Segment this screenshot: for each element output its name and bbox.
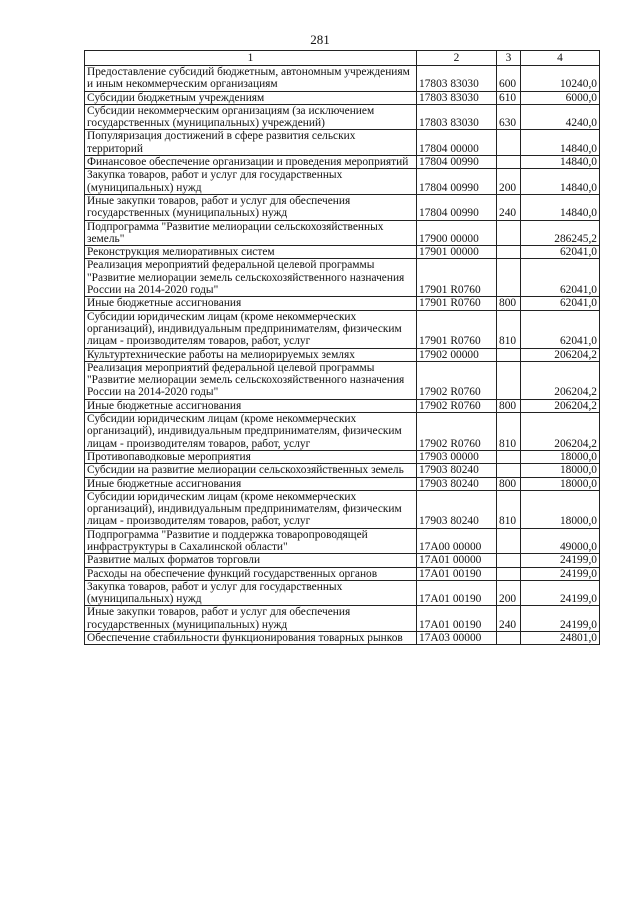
table-row [85, 297, 600, 310]
row-amount: 4240,0 [521, 104, 600, 130]
row-amount: 18000,0 [521, 464, 600, 477]
row-code: 17803 83030 [417, 91, 497, 104]
row-code: 17901 R0760 [417, 259, 497, 297]
row-code: 17А01 00190 [417, 606, 497, 632]
row-code: 17903 80240 [417, 464, 497, 477]
table-row [85, 104, 600, 130]
row-code: 17803 83030 [417, 66, 497, 92]
row-expense-type [497, 156, 521, 169]
row-expense-type: 800 [497, 399, 521, 412]
row-code: 17804 00990 [417, 156, 497, 169]
row-code: 17901 R0760 [417, 310, 497, 348]
row-name: Субсидии юридическим лицам (кроме некоммерческих организаций), индивидуальным предпринимателям, физическим лицам - производителям товаров, работ, услуг [85, 490, 417, 528]
row-name: Культуртехнические работы на мелиорируемых землях [85, 348, 417, 361]
row-expense-type: 800 [497, 297, 521, 310]
row-name: Реализация мероприятий федеральной целевой программы "Развитие мелиорации земель сельскохозяйственного назначения России на 2014-2020 годы" [85, 361, 417, 399]
row-name: Субсидии некоммерческим организациям (за исключением государственных (муниципальных) учреждений) [85, 104, 417, 130]
row-expense-type [497, 220, 521, 246]
row-name: Расходы на обеспечение функций государственных органов [85, 567, 417, 580]
table-row [85, 91, 600, 104]
row-amount: 62041,0 [521, 246, 600, 259]
row-name: Иные бюджетные ассигнования [85, 399, 417, 412]
row-code: 17А03 00000 [417, 632, 497, 645]
table-row [85, 130, 600, 156]
table-row [85, 259, 600, 297]
header-col-1: 1 [85, 51, 417, 66]
page-number: 281 [310, 32, 330, 47]
table-row [85, 450, 600, 463]
row-amount: 14840,0 [521, 169, 600, 195]
row-code: 17900 00000 [417, 220, 497, 246]
row-code: 17901 R0760 [417, 297, 497, 310]
table-row [85, 169, 600, 195]
budget-table [84, 50, 600, 645]
row-expense-type: 800 [497, 477, 521, 490]
row-amount: 24199,0 [521, 580, 600, 606]
row-code: 17804 00990 [417, 194, 497, 220]
row-expense-type [497, 246, 521, 259]
row-expense-type: 240 [497, 194, 521, 220]
table-row [85, 348, 600, 361]
table-row [85, 194, 600, 220]
row-expense-type: 240 [497, 606, 521, 632]
table-row [85, 66, 600, 92]
table-row [85, 361, 600, 399]
table-row [85, 567, 600, 580]
row-amount: 14840,0 [521, 130, 600, 156]
row-code: 17903 80240 [417, 490, 497, 528]
row-name: Закупка товаров, работ и услуг для государственных (муниципальных) нужд [85, 580, 417, 606]
row-name: Подпрограмма "Развитие и поддержка товаропроводящей инфраструктуры в Сахалинской области" [85, 528, 417, 554]
row-name: Иные бюджетные ассигнования [85, 477, 417, 490]
row-code: 17А01 00190 [417, 580, 497, 606]
row-amount: 206204,2 [521, 399, 600, 412]
row-amount: 6000,0 [521, 91, 600, 104]
row-expense-type [497, 632, 521, 645]
row-amount: 24801,0 [521, 632, 600, 645]
row-code: 17А01 00190 [417, 567, 497, 580]
row-amount: 18000,0 [521, 490, 600, 528]
row-expense-type: 200 [497, 169, 521, 195]
table-row [85, 399, 600, 412]
header-col-3: 3 [497, 51, 521, 66]
table-row [85, 632, 600, 645]
row-code: 17902 R0760 [417, 399, 497, 412]
row-amount: 24199,0 [521, 567, 600, 580]
row-name: Иные закупки товаров, работ и услуг для обеспечения государственных (муниципальных) нужд [85, 194, 417, 220]
row-expense-type [497, 567, 521, 580]
header-row [85, 51, 600, 66]
row-amount: 62041,0 [521, 297, 600, 310]
row-expense-type [497, 348, 521, 361]
row-name: Иные бюджетные ассигнования [85, 297, 417, 310]
table-row [85, 464, 600, 477]
table-row [85, 413, 600, 451]
row-name: Субсидии юридическим лицам (кроме некоммерческих организаций), индивидуальным предпринимателям, физическим лицам - производителям товаров, работ, услуг [85, 413, 417, 451]
row-name: Обеспечение стабильности функционирования товарных рынков [85, 632, 417, 645]
row-amount: 62041,0 [521, 310, 600, 348]
row-expense-type: 810 [497, 490, 521, 528]
row-expense-type [497, 554, 521, 567]
row-expense-type: 810 [497, 413, 521, 451]
row-expense-type [497, 528, 521, 554]
row-name: Предоставление субсидий бюджетным, автономным учреждениям и иным некоммерческим организациям [85, 66, 417, 92]
row-amount: 62041,0 [521, 259, 600, 297]
header-col-4: 4 [521, 51, 600, 66]
table-row [85, 156, 600, 169]
row-name: Субсидии юридическим лицам (кроме некоммерческих организаций), индивидуальным предпринимателям, физическим лицам - производителям товаров, работ, услуг [85, 310, 417, 348]
table-row [85, 554, 600, 567]
row-amount: 18000,0 [521, 450, 600, 463]
row-name: Иные закупки товаров, работ и услуг для обеспечения государственных (муниципальных) нужд [85, 606, 417, 632]
row-expense-type [497, 130, 521, 156]
row-code: 17А00 00000 [417, 528, 497, 554]
row-name: Финансовое обеспечение организации и проведения мероприятий [85, 156, 417, 169]
row-code: 17803 83030 [417, 104, 497, 130]
row-amount: 24199,0 [521, 606, 600, 632]
row-name: Подпрограмма "Развитие мелиорации сельскохозяйственных земель" [85, 220, 417, 246]
row-expense-type [497, 361, 521, 399]
row-amount: 286245,2 [521, 220, 600, 246]
row-code: 17А01 00000 [417, 554, 497, 567]
row-code: 17902 R0760 [417, 361, 497, 399]
table-row [85, 246, 600, 259]
header-col-2: 2 [417, 51, 497, 66]
row-amount: 206204,2 [521, 361, 600, 399]
row-name: Реконструкция мелиоративных систем [85, 246, 417, 259]
row-expense-type: 630 [497, 104, 521, 130]
row-amount: 14840,0 [521, 156, 600, 169]
row-expense-type: 600 [497, 66, 521, 92]
row-amount: 49000,0 [521, 528, 600, 554]
row-code: 17902 00000 [417, 348, 497, 361]
table-row [85, 310, 600, 348]
row-expense-type [497, 450, 521, 463]
row-name: Противопаводковые мероприятия [85, 450, 417, 463]
table-row [85, 528, 600, 554]
row-amount: 24199,0 [521, 554, 600, 567]
row-amount: 10240,0 [521, 66, 600, 92]
table-row [85, 220, 600, 246]
row-name: Закупка товаров, работ и услуг для государственных (муниципальных) нужд [85, 169, 417, 195]
row-expense-type [497, 464, 521, 477]
row-code: 17903 80240 [417, 477, 497, 490]
row-expense-type: 810 [497, 310, 521, 348]
row-code: 17804 00990 [417, 169, 497, 195]
row-name: Субсидии бюджетным учреждениям [85, 91, 417, 104]
row-name: Субсидии на развитие мелиорации сельскохозяйственных земель [85, 464, 417, 477]
row-name: Развитие малых форматов торговли [85, 554, 417, 567]
row-amount: 206204,2 [521, 413, 600, 451]
row-expense-type: 610 [497, 91, 521, 104]
row-amount: 14840,0 [521, 194, 600, 220]
table-row [85, 477, 600, 490]
row-expense-type: 200 [497, 580, 521, 606]
table-row [85, 490, 600, 528]
row-code: 17903 00000 [417, 450, 497, 463]
row-expense-type [497, 259, 521, 297]
row-code: 17804 00000 [417, 130, 497, 156]
row-code: 17902 R0760 [417, 413, 497, 451]
row-amount: 206204,2 [521, 348, 600, 361]
row-name: Реализация мероприятий федеральной целевой программы "Развитие мелиорации земель сельскохозяйственного назначения России на 2014-2020 годы" [85, 259, 417, 297]
row-amount: 18000,0 [521, 477, 600, 490]
table-row [85, 580, 600, 606]
row-name: Популяризация достижений в сфере развития сельских территорий [85, 130, 417, 156]
table-row [85, 606, 600, 632]
row-code: 17901 00000 [417, 246, 497, 259]
